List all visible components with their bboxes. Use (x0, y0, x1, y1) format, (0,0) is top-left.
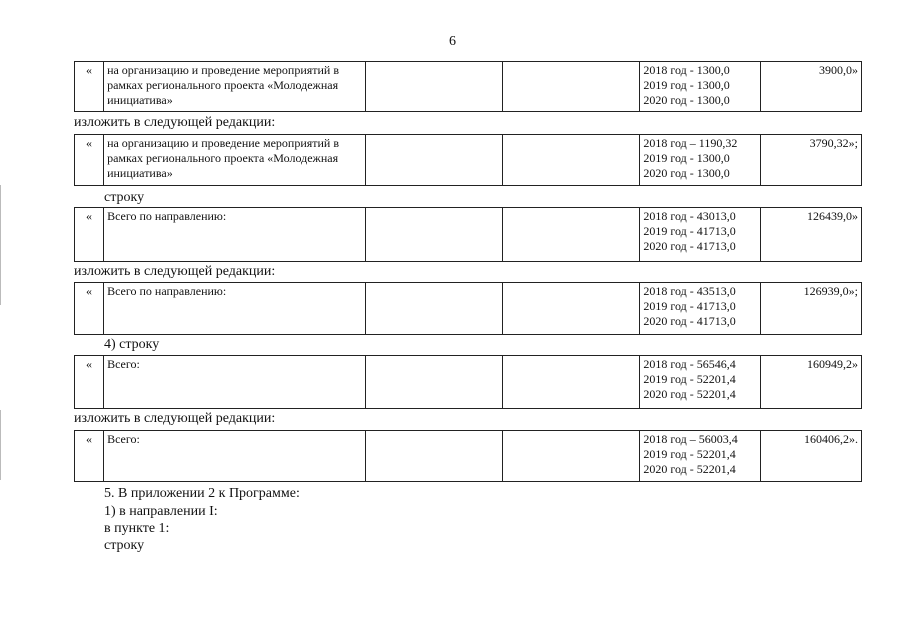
row-name-line: инициатива» (107, 93, 173, 107)
scan-edge-line (0, 410, 1, 480)
opening-quote: « (75, 208, 104, 262)
opening-quote: « (75, 283, 104, 335)
scan-edge-line (0, 185, 1, 305)
paragraph-text: 1) в направлении I: (104, 504, 218, 519)
row-name-line: Всего: (107, 357, 140, 371)
total-value: 126939,0»; (760, 283, 861, 335)
paragraph-text: в пункте 1: (104, 521, 170, 536)
year-values (640, 356, 760, 409)
empty-cell (503, 135, 640, 186)
year-value: 2019 год - 41713,0 (643, 299, 736, 313)
year-value: 2020 год - 52201,4 (643, 387, 736, 401)
year-value: 2018 год - 43513,0 (643, 284, 736, 298)
instruction-text: 4) строку (104, 337, 160, 352)
year-value: 2018 год – 1190,32 (643, 136, 738, 150)
empty-cell (365, 431, 502, 482)
page-number: 6 (449, 34, 456, 49)
row-name-line: рамках регионального проекта «Молодежная (107, 78, 339, 92)
year-value: 2018 год – 56003,4 (643, 432, 738, 446)
total-value: 160406,2». (760, 431, 861, 482)
paragraph-text: 5. В приложении 2 к Программе: (104, 486, 300, 501)
program-table-row (74, 207, 862, 262)
opening-quote: « (75, 356, 104, 409)
row-name (104, 283, 366, 335)
year-value: 2020 год - 1300,0 (643, 166, 730, 180)
year-value: 2019 год - 52201,4 (643, 372, 736, 386)
opening-quote: « (75, 135, 104, 186)
paragraph-text: строку (104, 538, 145, 553)
row-name (104, 62, 366, 112)
year-value: 2020 год - 41713,0 (643, 239, 736, 253)
empty-cell (365, 283, 502, 335)
row-name (104, 208, 366, 262)
year-value: 2018 год - 43013,0 (643, 209, 736, 223)
empty-cell (365, 208, 502, 262)
row-name-line: на организацию и проведение мероприятий в (107, 63, 340, 77)
year-values (640, 283, 760, 335)
year-value: 2019 год - 41713,0 (643, 224, 736, 238)
year-value: 2018 год - 56546,4 (643, 357, 736, 371)
empty-cell (503, 283, 640, 335)
program-table-row (74, 355, 862, 409)
empty-cell (365, 135, 502, 186)
total-value: 126439,0» (760, 208, 861, 262)
instruction-text: изложить в следующей редакции: (74, 115, 276, 130)
empty-cell (503, 431, 640, 482)
row-name-line: на организацию и проведение мероприятий в (107, 136, 340, 150)
program-table-row (74, 61, 862, 112)
empty-cell (365, 356, 502, 409)
total-value: 3790,32»; (760, 135, 861, 186)
total-value: 3900,0» (760, 62, 861, 112)
year-value: 2019 год - 1300,0 (643, 78, 730, 92)
instruction-text: изложить в следующей редакции: (74, 411, 276, 426)
year-value: 2020 год - 41713,0 (643, 314, 736, 328)
program-table-row (74, 282, 862, 335)
row-name (104, 356, 366, 409)
empty-cell (365, 62, 502, 112)
year-values (640, 62, 760, 112)
instruction-text: строку (104, 190, 145, 205)
program-table-row (74, 134, 862, 186)
empty-cell (503, 208, 640, 262)
program-table-row (74, 430, 862, 482)
year-values (640, 208, 760, 262)
opening-quote: « (75, 62, 104, 112)
row-name (104, 431, 366, 482)
row-name-line: Всего по направлению: (107, 284, 227, 298)
year-values (640, 431, 760, 482)
row-name-line: рамках регионального проекта «Молодежная (107, 151, 339, 165)
year-value: 2020 год - 1300,0 (643, 93, 730, 107)
year-value: 2019 год - 52201,4 (643, 447, 736, 461)
row-name-line: инициатива» (107, 166, 173, 180)
instruction-text: изложить в следующей редакции: (74, 264, 276, 279)
total-value: 160949,2» (760, 356, 861, 409)
year-value: 2020 год - 52201,4 (643, 462, 736, 476)
row-name-line: Всего: (107, 432, 140, 446)
empty-cell (503, 356, 640, 409)
row-name-line: Всего по направлению: (107, 209, 227, 223)
year-value: 2019 год - 1300,0 (643, 151, 730, 165)
empty-cell (503, 62, 640, 112)
opening-quote: « (75, 431, 104, 482)
year-value: 2018 год - 1300,0 (643, 63, 730, 77)
row-name (104, 135, 366, 186)
year-values (640, 135, 760, 186)
